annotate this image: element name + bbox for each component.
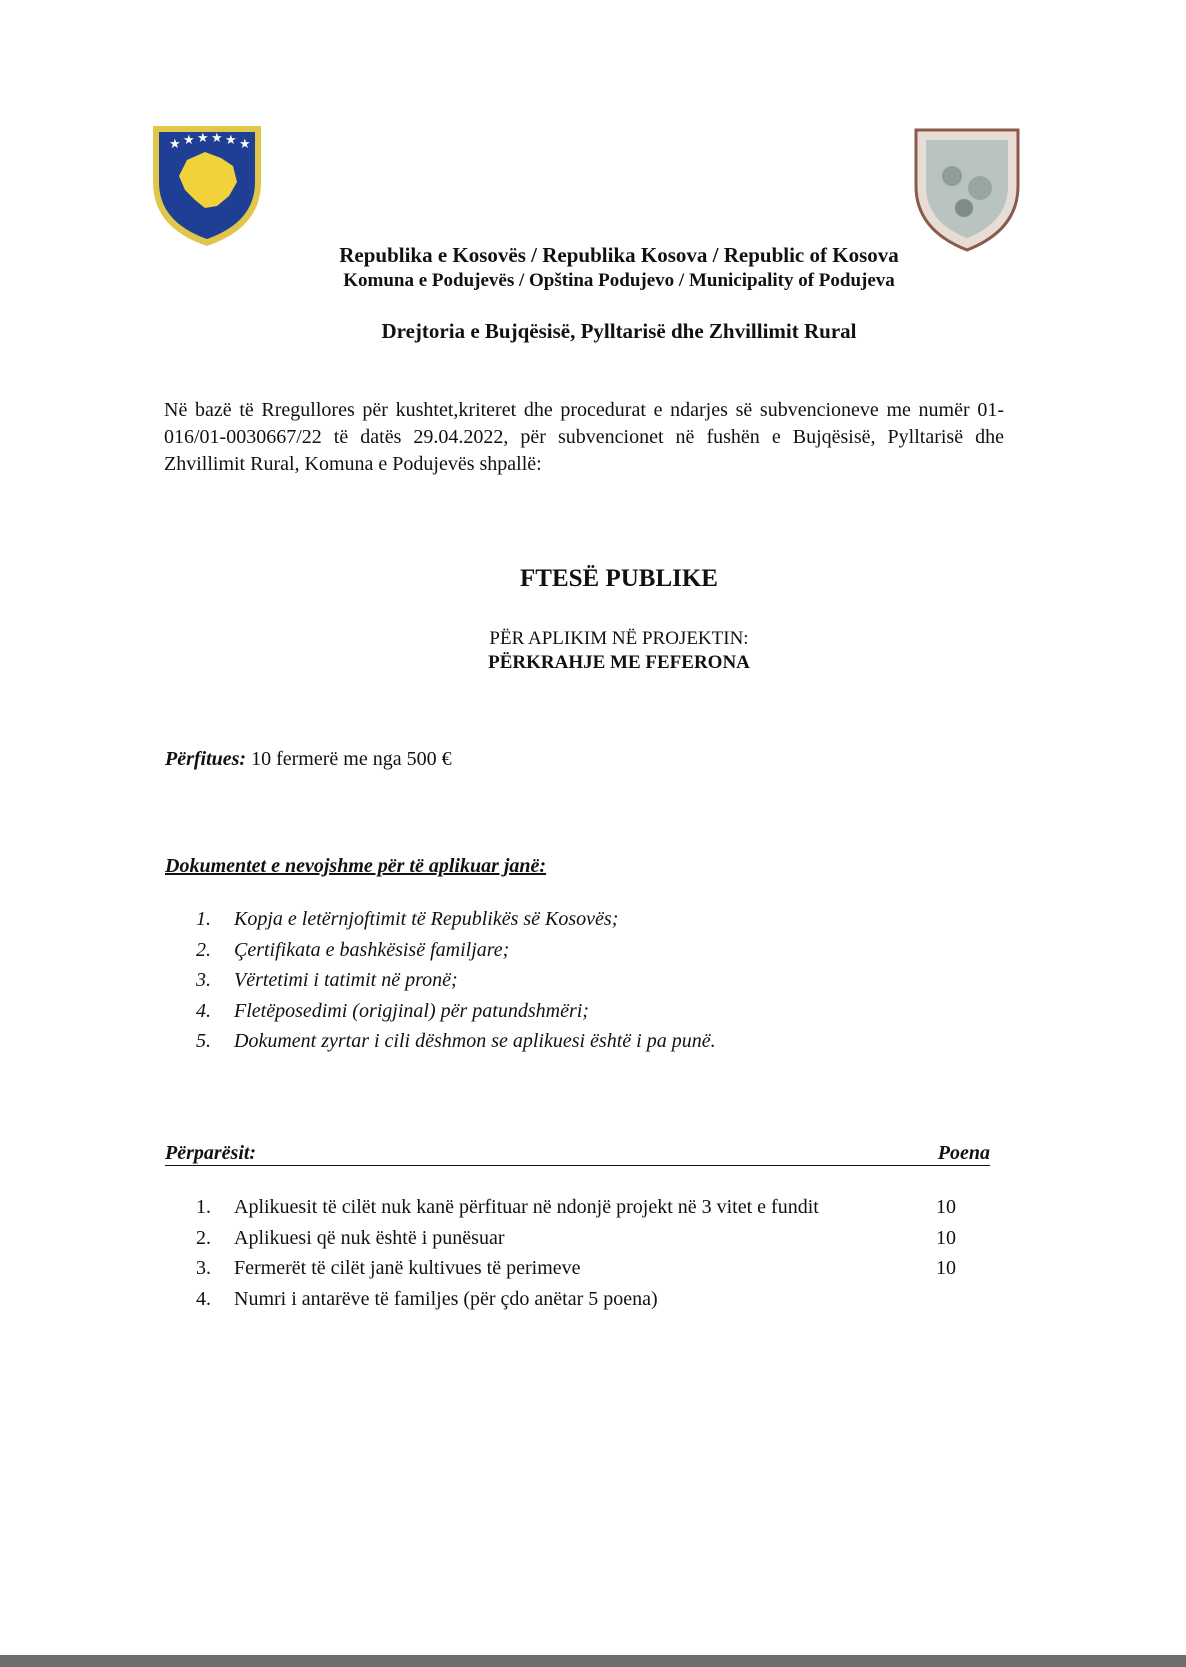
list-item	[196, 1030, 716, 1061]
header-line-2: Komuna e Podujevës / Opština Podujevo / Municipality of Podujeva	[343, 270, 895, 291]
priorities-heading-row	[165, 1142, 990, 1166]
list-item-text: Dokument zyrtar i cili dëshmon se aplikuesi është i pa punë.	[234, 1030, 716, 1052]
priority-row	[196, 1196, 976, 1227]
project-name: PËRKRAHJE ME FEFERONA	[488, 652, 750, 673]
list-item-number: 1.	[196, 908, 211, 930]
podujeva-municipality-emblem-icon	[912, 126, 1022, 254]
priority-row	[196, 1288, 976, 1319]
svg-text:★: ★	[225, 133, 237, 148]
list-item-text: Kopja e letërnjoftimit të Republikës së Kosovës;	[234, 908, 619, 930]
kosovo-coat-of-arms-icon	[147, 120, 267, 250]
document-title: FTESË PUBLIKE	[520, 565, 718, 592]
priority-row	[196, 1227, 976, 1258]
list-item	[196, 1000, 716, 1031]
documents-list	[196, 908, 716, 1061]
svg-text:★: ★	[183, 133, 195, 148]
priority-text: Aplikuesit të cilët nuk kanë përfituar në ndonjë projekt në 3 vitet e fundit	[234, 1196, 819, 1218]
priority-number: 2.	[196, 1226, 211, 1249]
beneficiaries	[165, 748, 452, 771]
list-item	[196, 939, 716, 970]
list-item-text: Çertifikata e bashkësisë familjare;	[234, 938, 510, 961]
svg-text:★: ★	[239, 137, 251, 152]
list-item-number: 4.	[196, 999, 211, 1022]
priority-points: 10	[936, 1196, 956, 1218]
beneficiaries-label: Përfitues:	[165, 748, 247, 770]
subtitle-line-1: PËR APLIKIM NË PROJEKTIN:	[489, 628, 749, 649]
bottom-scan-border	[0, 1655, 1186, 1667]
header-line-1: Republika e Kosovës / Republika Kosova / Republic of Kosova	[339, 243, 899, 267]
priority-points: 10	[936, 1226, 956, 1249]
svg-text:★: ★	[211, 131, 223, 146]
directorate-title: Drejtoria e Bujqësisë, Pylltarisë dhe Zhvillimit Rural	[381, 319, 857, 343]
priority-text: Numri i antarëve të familjes (për çdo anëtar 5 poena)	[234, 1287, 658, 1310]
list-item-text: Vërtetimi i tatimit në pronë;	[234, 969, 458, 991]
priority-number: 3.	[196, 1257, 211, 1279]
list-item	[196, 969, 716, 1000]
priority-number: 1.	[196, 1196, 211, 1218]
priority-row	[196, 1257, 976, 1288]
list-item-number: 2.	[196, 938, 211, 961]
beneficiaries-value: 10 fermerë me nga 500 €	[246, 748, 452, 770]
priority-text: Aplikuesi që nuk është i punësuar	[234, 1226, 505, 1249]
list-item-number: 3.	[196, 969, 211, 991]
priorities-list	[196, 1196, 976, 1318]
svg-text:★: ★	[197, 131, 209, 146]
priority-number: 4.	[196, 1287, 211, 1310]
priority-points: 10	[936, 1257, 956, 1279]
points-heading: Poena	[937, 1142, 990, 1164]
list-item	[196, 908, 716, 939]
priority-text: Fermerët të cilët janë kultivues të perimeve	[234, 1257, 581, 1279]
documents-heading: Dokumentet e nevojshme për të aplikuar janë:	[165, 855, 547, 877]
intro-paragraph: Në bazë të Rregullores për kushtet,kriteret dhe procedurat e ndarjes së subvencioneve me numër 01-016/01-0030667/22 të datës 29.04.2022, për subvencionet në fushën e Bujqësisë, Pylltarisë dhe Zhvillimit Rural, Komuna e Podujevës shpallë:	[164, 399, 1004, 475]
priorities-heading: Përparësit:	[165, 1142, 257, 1164]
list-item-number: 5.	[196, 1030, 211, 1052]
svg-text:★: ★	[169, 137, 181, 152]
priority-points	[936, 1288, 976, 1319]
list-item-text: Fletëposedimi (origjinal) për patundshmëri;	[234, 999, 589, 1022]
